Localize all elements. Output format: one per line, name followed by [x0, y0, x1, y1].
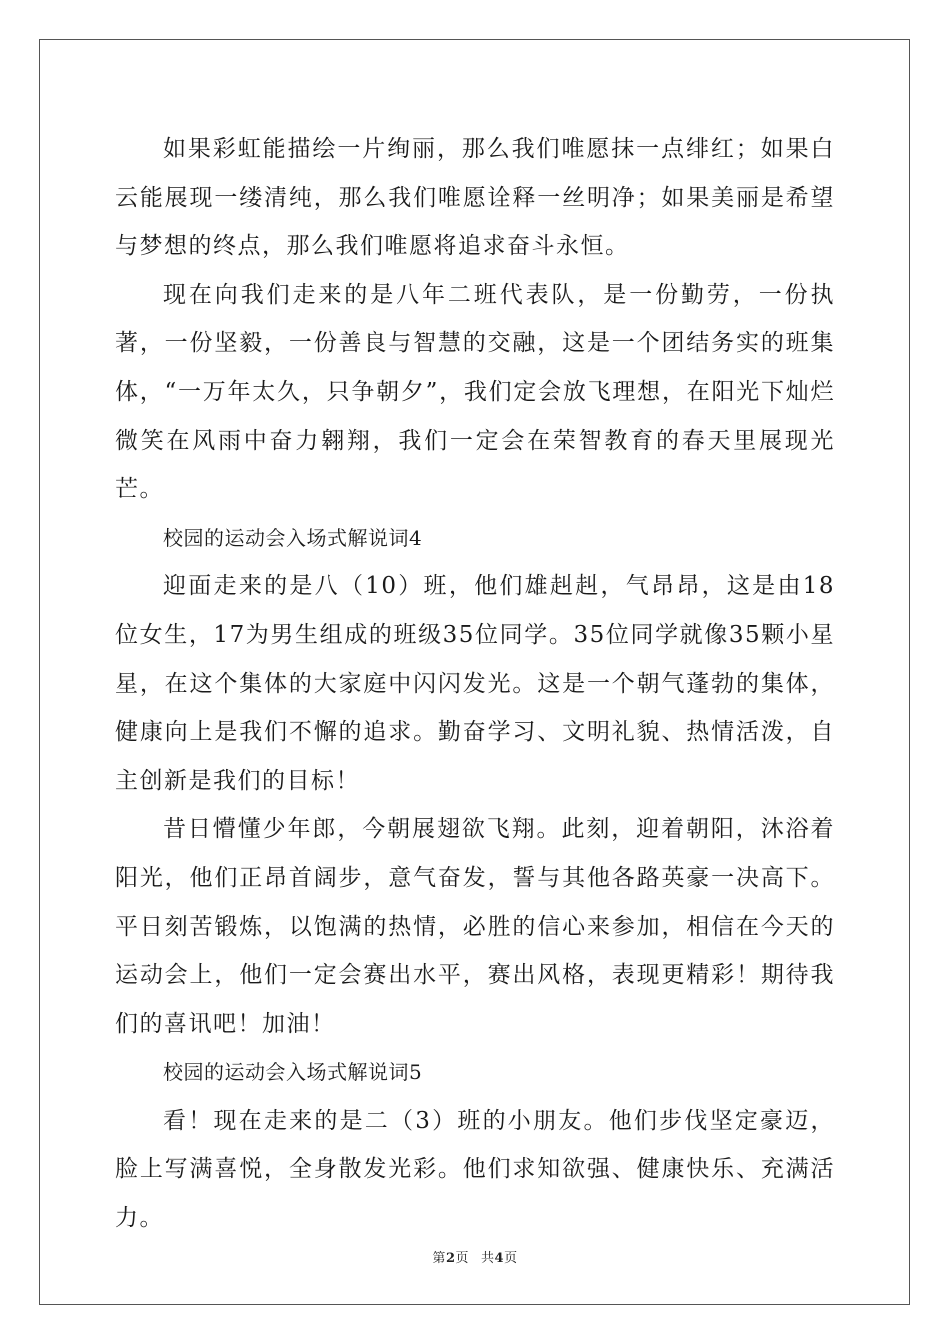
section-heading: 校园的运动会入场式解说词5	[163, 1060, 423, 1085]
document-body	[115, 125, 835, 1243]
section-heading: 校园的运动会入场式解说词4	[163, 525, 423, 550]
paragraph: 昔日懵懂少年郎，今朝展翅欲飞翔。此刻，迎着朝阳，沐浴着阳光，他们正昂首阔步，意气奋发，誓与其他各路英豪一决高下。平日刻苦锻炼，以饱满的热情，必胜的信心来参加，相信在今天的运动会上，他们一定会赛出水平，赛出风格，表现更精彩！期待我们的喜讯吧！加油！	[115, 816, 835, 1037]
footer-page-suffix: 页	[455, 1251, 469, 1266]
page-footer	[0, 1247, 950, 1266]
footer-total-prefix: 共	[481, 1251, 495, 1266]
current-page-number: 2	[445, 1251, 456, 1266]
paragraph: 看！现在走来的是二（3）班的小朋友。他们步伐坚定豪迈，脸上写满喜悦，全身散发光彩。他们求知欲强、健康快乐、充满活力。	[115, 1107, 835, 1232]
paragraph: 如果彩虹能描绘一片绚丽，那么我们唯愿抹一点绯红；如果白云能展现一缕清纯，那么我们唯愿诠释一丝明净；如果美丽是希望与梦想的终点，那么我们唯愿将追求奋斗永恒。	[115, 136, 835, 260]
footer-total-suffix: 页	[504, 1251, 518, 1266]
paragraph: 现在向我们走来的是八年二班代表队，是一份勤劳，一份执著，一份坚毅，一份善良与智慧的交融，这是一个团结务实的班集体，“一万年太久，只争朝夕”，我们定会放飞理想，在阳光下灿烂微笑在风雨中奋力翱翔，我们一定会在荣智教育的春天里展现光芒。	[115, 281, 835, 503]
total-pages-number: 4	[494, 1251, 505, 1266]
footer-prefix: 第	[432, 1251, 446, 1266]
paragraph: 迎面走来的是八（10）班，他们雄赳赳，气昂昂，这是由18位女生，17为男生组成的班级35位同学。35位同学就像35颗小星星，在这个集体的大家庭中闪闪发光。这是一个朝气蓬勃的集体，健康向上是我们不懈的追求。勤奋学习、文明礼貌、热情活泼，自主创新是我们的目标！	[115, 573, 835, 794]
